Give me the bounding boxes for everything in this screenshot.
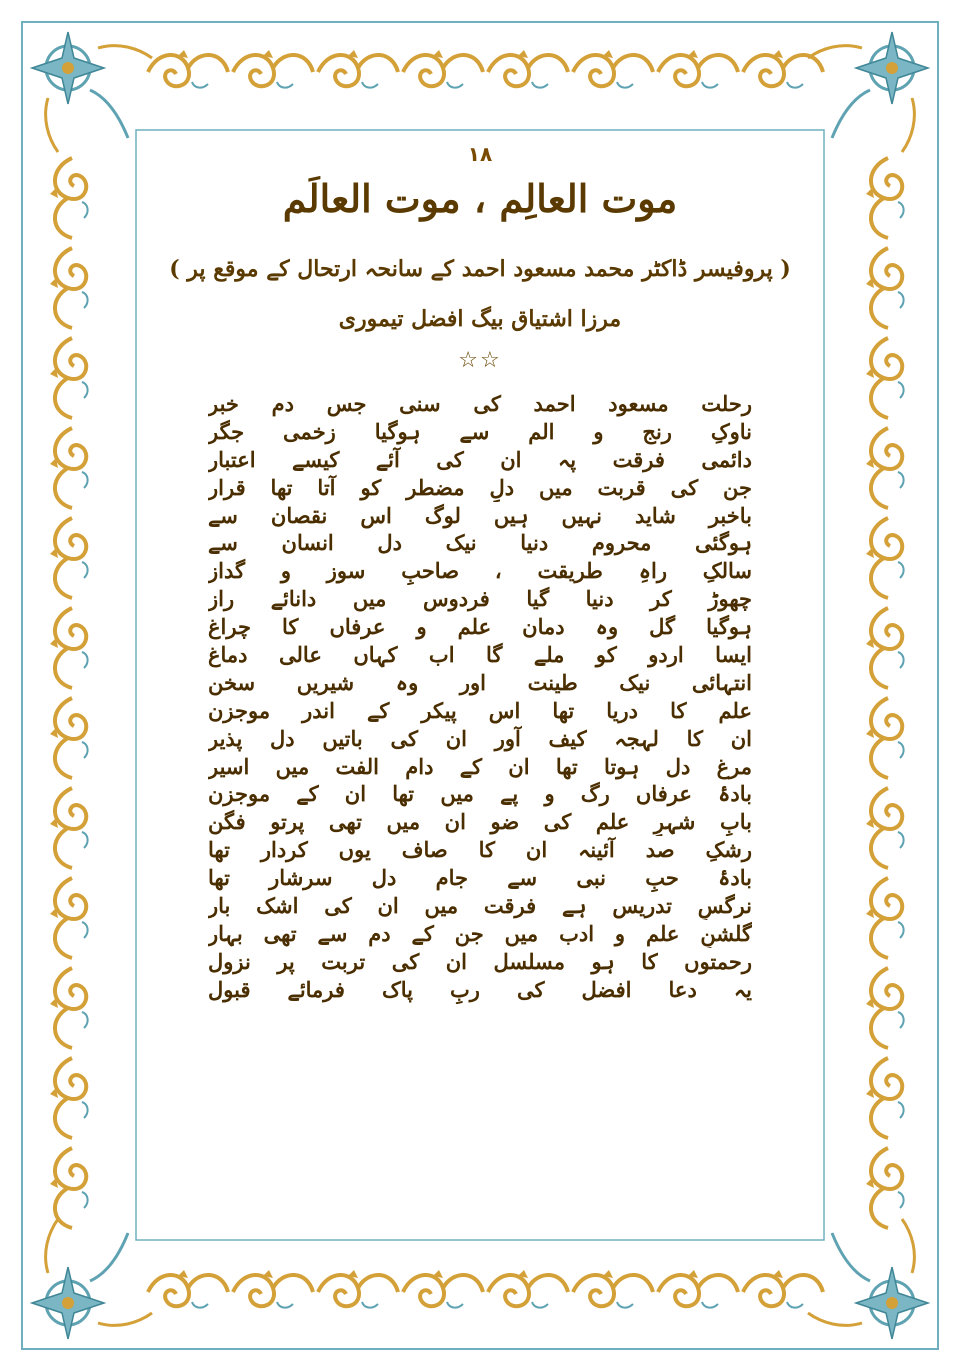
verse-line: بابِ شہرِ علم کی ضو ان میں تھی پرتو فگن: [208, 809, 752, 835]
verse-line: ہوگیا گل وہ دمان علم و عرفاں کا چراغ: [208, 614, 752, 640]
verse-line: علم کا دریا تھا اس پیکر کے اندر موجزن: [208, 697, 752, 723]
verse-line: رحلت مسعود احمد کی سنی جس دم خبر: [208, 391, 752, 416]
verse-line: چھوڑ کر دنیا گیا فردوس میں دانائے راز: [208, 586, 752, 612]
page-number: ۱۸: [467, 142, 493, 166]
verse-line: انتہائی نیک طینت اور وہ شیریں سخن: [208, 669, 752, 695]
poem-author: مرزا اشتیاق بیگ افضل تیموری: [338, 306, 622, 332]
verse-line: یہ دعا افضل کی ربِ پاک فرمائے قبول: [208, 976, 752, 1002]
verse-line: سالکِ راہِ طریقت ، صاحبِ سوز و گداز: [208, 558, 752, 584]
verse-line: ان کا لہجہ کیف آور ان کی باتیں دل پذیر: [208, 725, 752, 751]
verse-line: ہوگئی محروم دنیا نیک دل انسان سے: [208, 530, 752, 556]
verse-line: گلشنِ علم و ادب میں جن کے دم سے تھی بہار: [208, 920, 752, 946]
content-area: [168, 138, 792, 1228]
page: [18, 18, 942, 1353]
poem-subtitle: ( پروفیسر ڈاکٹر محمد مسعود احمد کے سانحہ ارتحال کے موقع پر ): [169, 256, 791, 282]
verse-line: رحمتوں کا ہو مسلسل ان کی تربت پر نزول: [208, 948, 752, 974]
verse-line: ناوکِ رنج و الم سے ہوگیا زخمی جگر: [208, 418, 752, 444]
poem-title: موت العالِم ، موت العالَم: [282, 176, 678, 221]
verse-line: باخبر شاید نہیں ہیں لوگ اس نقصان سے: [208, 502, 752, 528]
verse-line: دائمی فرقت پہ ان کی آئے کیسے اعتبار: [208, 446, 752, 472]
verse-line: بادۂ عرفاں رگ و پے میں تھا ان کے موجزن: [208, 781, 752, 807]
star-divider-icon: ☆☆: [458, 348, 502, 373]
verse-line: رشکِ صد آئینہ ان کا صاف یوں کردار تھا: [208, 837, 752, 863]
verse-line: مرغِ دل ہوتا تھا ان کے دامِ الفت میں اسیر: [208, 753, 752, 779]
verse-line: بادۂ حبِ نبی سے جام دل سرشار تھا: [208, 865, 752, 891]
verse-line: جن کی قربت میں دلِ مضطر کو آتا تھا قرار: [208, 474, 752, 500]
poem-body: [208, 390, 752, 1004]
verse-line: نرگسِ تدریس ہے فرقت میں ان کی اشک بار: [208, 893, 752, 919]
verse-line: ایسا اردو کو ملے گا اب کہاں عالی دماغ: [208, 642, 752, 668]
